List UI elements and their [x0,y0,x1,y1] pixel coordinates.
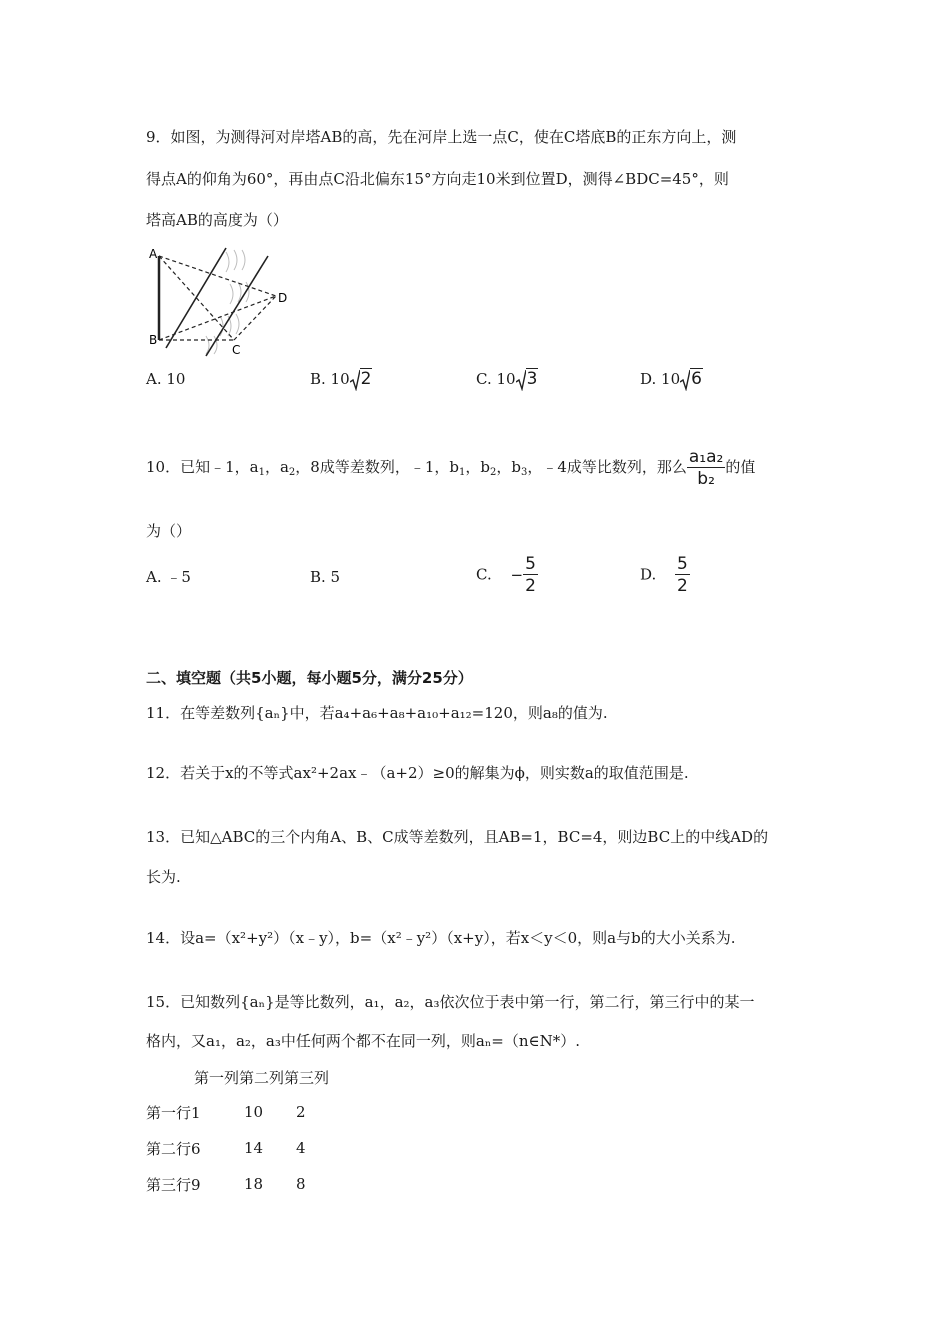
q13-line-1: 13．已知△ABC的三个内角A、B、C成等差数列，且AB=1，BC=4，则边BC上的中线AD的 [146,828,769,846]
q10-line-2: 为（） [146,522,192,540]
q13-line-2: 长为. [146,868,181,886]
table-row: 第一行1 10 2 [146,1103,306,1122]
sqrt-symbol [680,367,703,391]
q9-option-b-radicand: 2 [360,369,372,389]
q9-line-2: 得点A的仰角为60°，再由点C沿北偏东15°方向走10米到位置D，测得∠BDC=45°，则 [146,170,729,188]
table-row: 第二行6 14 4 [146,1139,306,1158]
q9-option-c-prefix: C. 10 [476,370,516,388]
q15-line-1: 15．已知数列{aₙ}是等比数列，a₁，a₂，a₃依次位于表中第一行，第二行，第三行中的某一 [146,993,755,1011]
q15-table-header: 第一列第二列第三列 [194,1069,330,1087]
label-b: B [149,333,158,347]
q9-option-d [640,367,703,391]
river-waves [206,250,249,354]
q10-line-1: 10．已知﹣1，$a_1$，$a_2$，8成等差数列，﹣1，$b_1$，$b_2$，$b_3$，﹣4成等比数列，那么 $\frac{\text{a₁a₂}}{\text{b₂}}$ 的值 [146,446,756,489]
q10-option-b: B. 5 [310,568,341,586]
label-a: A [149,247,158,261]
q15-table [146,1094,306,1202]
q9-option-c [476,367,538,391]
sqrt-symbol [350,367,373,391]
q10-option-d: D. $\frac{5}{2}$ [640,554,688,596]
q15-line-2: 格内，又a₁，a₂，a₃中任何两个都不在同一列，则aₙ=（n∈N*）. [146,1032,581,1050]
table-row: 第三行9 18 8 [146,1175,306,1194]
q9-line-1: 9．如图，为测得河对岸塔AB的高，先在河岸上选一点C，使在C塔底B的正东方向上，测 [146,128,737,146]
q9-line-3: 塔高AB的高度为（） [146,211,288,229]
q10-option-c: C. − $\frac{5}{2}$ [476,554,536,596]
q14-text: 14．设a=（x²+y²）（x﹣y），b=（x²﹣y²）（x+y），若x＜y＜0，则a与b的大小关系为. [146,929,736,947]
q9-option-b-prefix: B. 10 [310,370,350,388]
label-c: C [232,343,241,357]
q9-option-a: A. 10 [146,370,186,388]
q12-text: 12．若关于x的不等式ax²+2ax﹣（a+2）≥0的解集为ϕ，则实数a的取值范围是. [146,764,689,782]
label-d: D [278,291,288,305]
q9-option-c-radicand: 3 [526,369,538,389]
q11-text: 11．在等差数列{aₙ}中，若a₄+a₆+a₈+a₁₀+a₁₂=120，则a₈的值为. [146,704,608,722]
q10-fraction: $\frac{\text{a₁a₂}}{\text{b₂}}$ [688,446,724,489]
q10-option-a: A. ﹣5 [146,568,191,586]
sqrt-symbol [516,367,539,391]
q9-option-b [310,367,372,391]
section-heading: 二、填空题（共5小题，每小题5分，满分25分） [146,669,473,687]
tower-diagram [146,244,296,364]
q9-option-d-prefix: D. 10 [640,370,681,388]
q9-option-d-radicand: 6 [691,369,702,389]
